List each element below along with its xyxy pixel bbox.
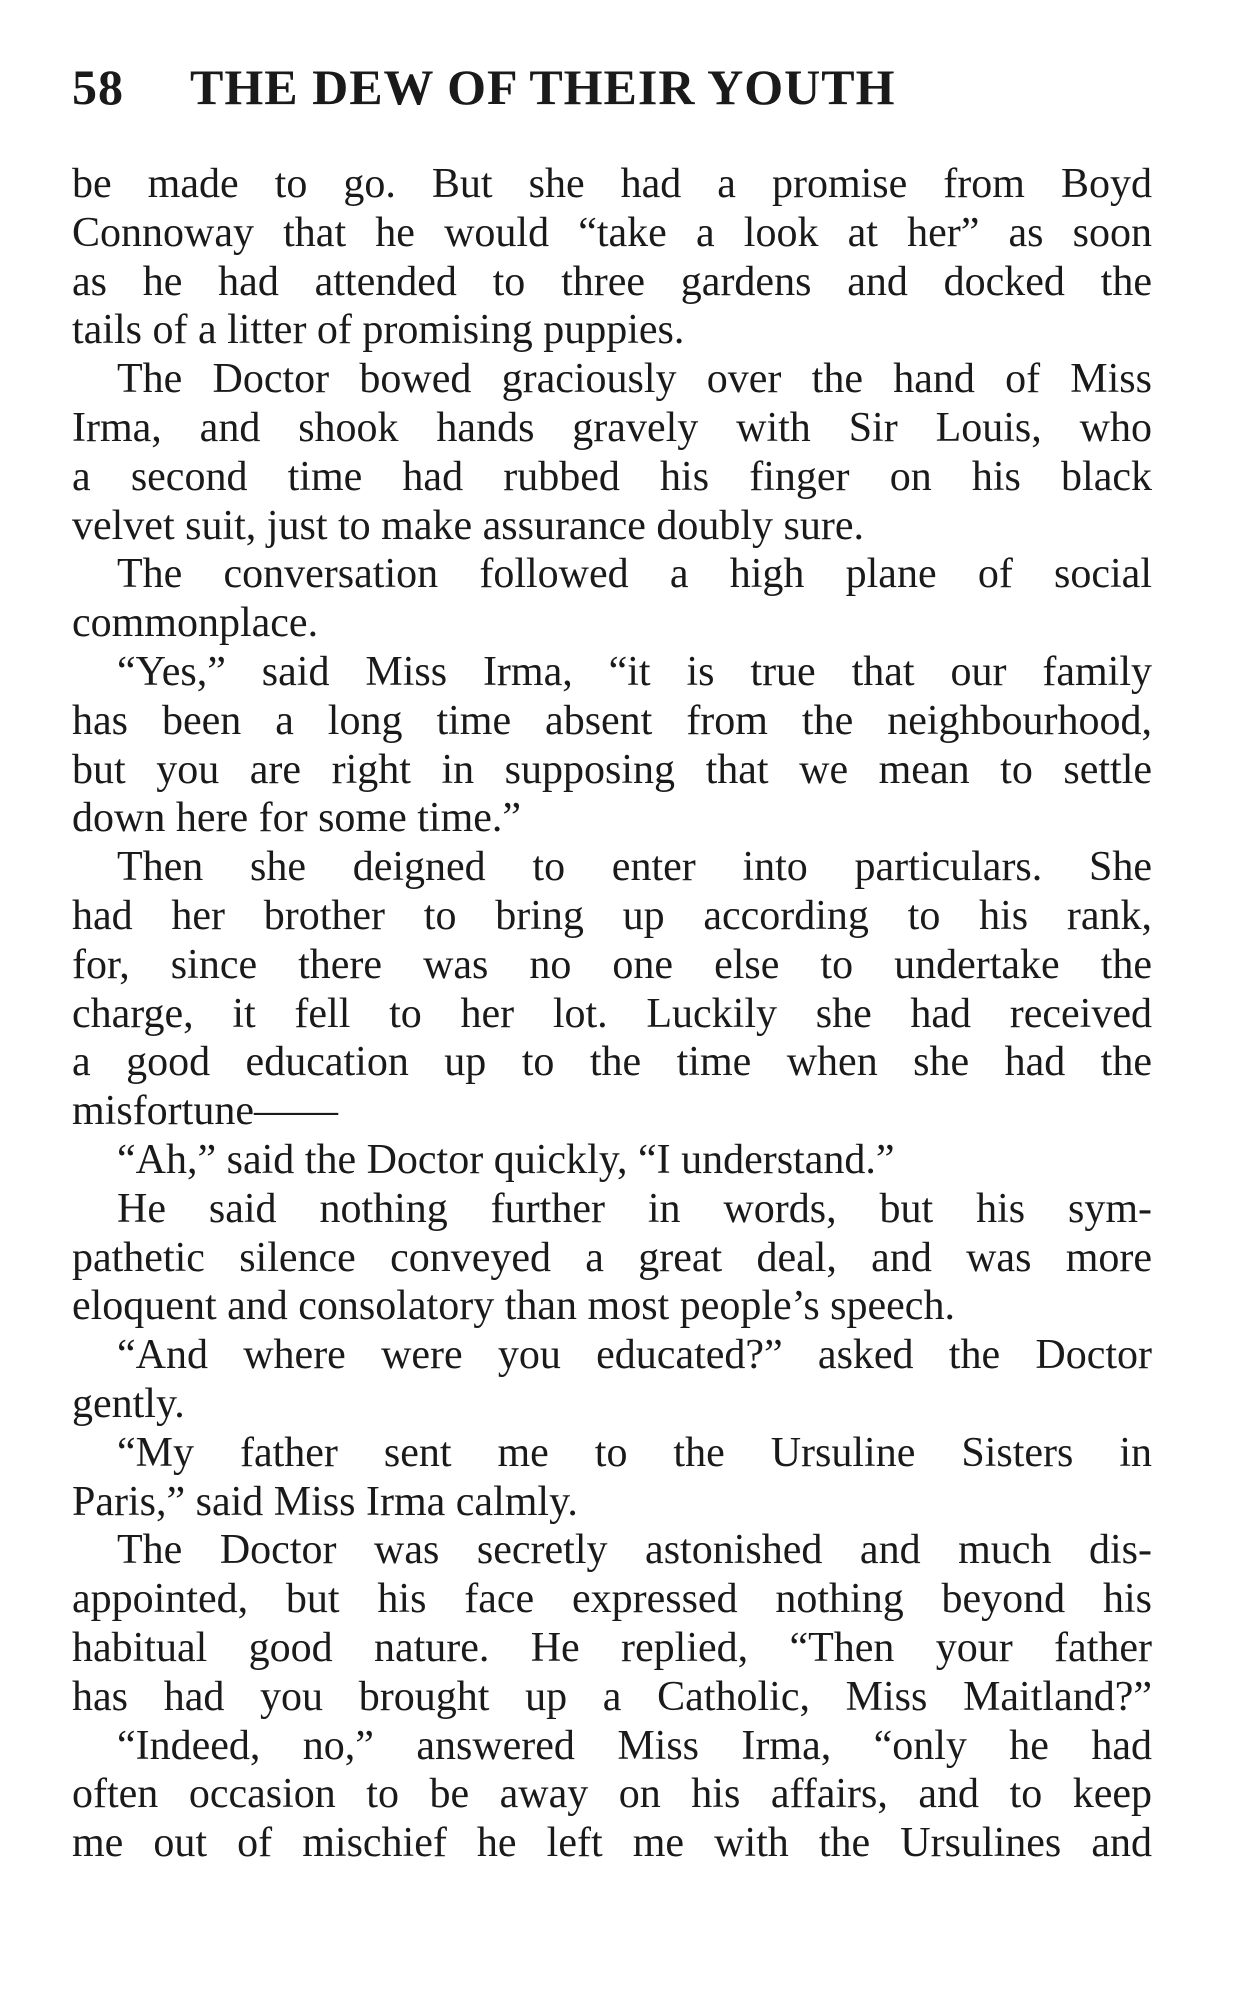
text-line: The conversation followed a high plane of social bbox=[117, 551, 1152, 598]
running-title: THE DEW OF THEIR YOUTH bbox=[190, 59, 896, 115]
text-line: Paris,” said Miss Irma calmly. bbox=[72, 1478, 578, 1525]
text-line: habitual good nature. He replied, “Then your father bbox=[72, 1624, 1152, 1671]
text-line: has been a long time absent from the neighbourhood, bbox=[72, 697, 1152, 744]
text-line: me out of mischief he left me with the Ursulines and bbox=[72, 1820, 1152, 1867]
text-line: tails of a litter of promising puppies. bbox=[72, 307, 685, 354]
text-line: down here for some time.” bbox=[72, 795, 522, 842]
text-line: often occasion to be away on his affairs, and to keep bbox=[72, 1771, 1152, 1818]
text-line: “My father sent me to the Ursuline Sisters in bbox=[117, 1429, 1152, 1476]
text-line: “Indeed, no,” answered Miss Irma, “only he had bbox=[117, 1722, 1152, 1769]
text-line: as he had attended to three gardens and docked the bbox=[72, 258, 1152, 305]
text-line: The Doctor bowed graciously over the hand of Miss bbox=[117, 356, 1152, 403]
text-line: velvet suit, just to make assurance doubly sure. bbox=[72, 502, 864, 549]
text-line: Irma, and shook hands gravely with Sir Louis, who bbox=[72, 404, 1152, 451]
text-line: He said nothing further in words, but his sym- bbox=[117, 1185, 1152, 1232]
text-line: appointed, but his face expressed nothing beyond his bbox=[72, 1576, 1152, 1623]
text-line: Then she deigned to enter into particulars. She bbox=[117, 844, 1152, 891]
text-line: eloquent and consolatory than most people’s speech. bbox=[72, 1283, 955, 1330]
page-header bbox=[72, 58, 1152, 128]
text-line: gently. bbox=[72, 1380, 185, 1427]
text-line: misfortune—— bbox=[72, 1088, 338, 1135]
body-text bbox=[72, 160, 1152, 1868]
text-line: a second time had rubbed his finger on his black bbox=[72, 453, 1152, 500]
text-line: pathetic silence conveyed a great deal, and was more bbox=[72, 1234, 1152, 1281]
text-line: for, since there was no one else to undertake the bbox=[72, 941, 1152, 988]
text-line: “And where were you educated?” asked the Doctor bbox=[117, 1332, 1152, 1379]
text-line: a good education up to the time when she had the bbox=[72, 1039, 1152, 1086]
text-line: Connoway that he would “take a look at her” as soon bbox=[72, 209, 1152, 256]
text-line: “Ah,” said the Doctor quickly, “I understand.” bbox=[117, 1136, 895, 1183]
text-line: The Doctor was secretly astonished and much dis- bbox=[117, 1527, 1152, 1574]
text-line: charge, it fell to her lot. Luckily she had received bbox=[72, 990, 1152, 1037]
text-line: has had you brought up a Catholic, Miss Maitland?” bbox=[72, 1673, 1152, 1720]
text-line: “Yes,” said Miss Irma, “it is true that our family bbox=[117, 648, 1152, 695]
text-line: be made to go. But she had a promise from Boyd bbox=[72, 161, 1152, 207]
text-line: but you are right in supposing that we mean to settle bbox=[72, 746, 1152, 793]
text-line: commonplace. bbox=[72, 600, 319, 647]
text-line: had her brother to bring up according to his rank, bbox=[72, 892, 1152, 939]
page-number: 58 bbox=[72, 59, 124, 115]
